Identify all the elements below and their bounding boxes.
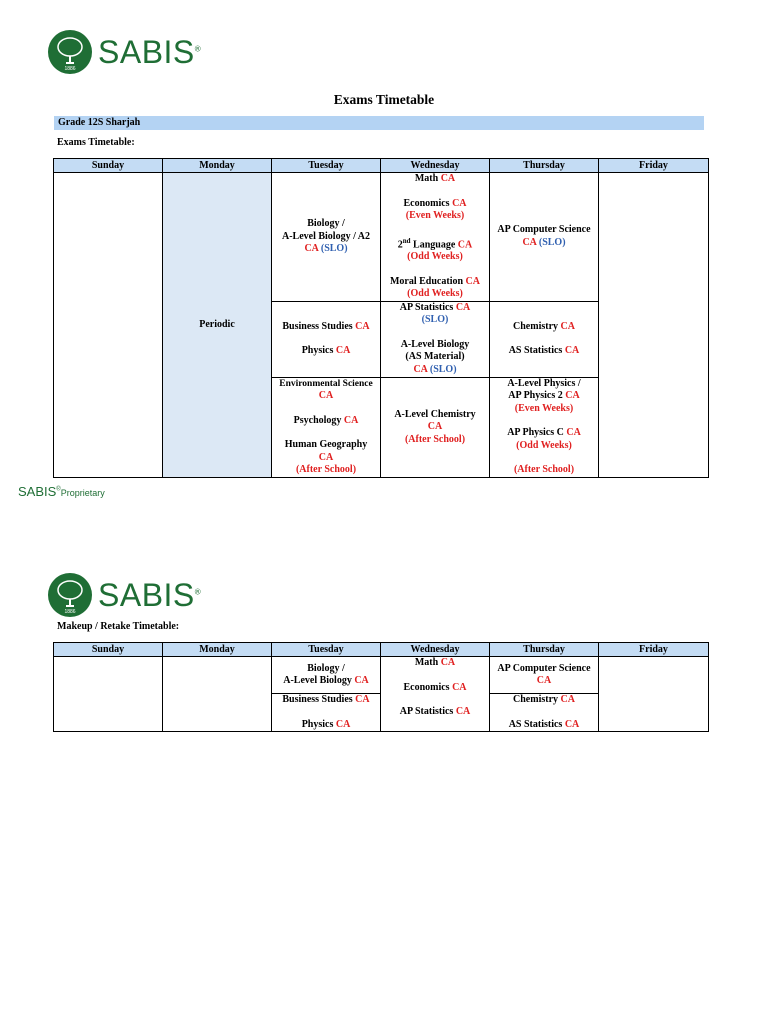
periodic-cell: Periodic: [163, 173, 272, 478]
sunday-cell: [54, 657, 163, 732]
exams-table: [53, 158, 709, 478]
exam-cell: Business Studies CA Physics CA: [272, 694, 381, 732]
exam-cell: Environmental Science CA Psychology CA Human Geography CA (After School): [272, 377, 381, 477]
exam-cell: AP Computer Science CA: [490, 657, 599, 694]
exam-cell: A-Level Chemistry CA (After School): [381, 377, 490, 477]
day-header: Sunday: [54, 159, 163, 173]
exam-cell: A-Level Physics / AP Physics 2 CA (Even Weeks) AP Physics C CA (Odd Weeks) (After School): [490, 377, 599, 477]
exam-cell: Chemistry CA AS Statistics CA: [490, 301, 599, 377]
day-header: Tuesday: [272, 159, 381, 173]
sabis-logo: [48, 573, 201, 617]
sunday-cell: [54, 173, 163, 478]
brand-name: SABIS®: [98, 576, 202, 613]
exam-cell: AP Statistics CA (SLO) A-Level Biology (AS Material) CA (SLO): [381, 301, 490, 377]
day-header: Wednesday: [381, 643, 490, 657]
svg-text:1886: 1886: [64, 609, 76, 615]
day-header: Tuesday: [272, 643, 381, 657]
exam-cell: Biology / A-Level Biology CA: [272, 657, 381, 694]
day-header: Thursday: [490, 643, 599, 657]
day-header: Friday: [599, 643, 709, 657]
exam-cell: Business Studies CA Physics CA: [272, 301, 381, 377]
exam-cell: Chemistry CA AS Statistics CA: [490, 694, 599, 732]
day-header: Wednesday: [381, 159, 490, 173]
exam-cell: Math CA Economics CA AP Statistics CA: [381, 657, 490, 732]
exam-cell: Math CA Economics CA (Even Weeks) 2nd Language CA (Odd Weeks) Moral Education CA (Odd Weeks): [381, 173, 490, 302]
grade-label: Grade 12S Sharjah: [54, 116, 704, 130]
exams-timetable-label: Exams Timetable:: [57, 137, 135, 148]
sabis-logo: [48, 30, 201, 74]
header-row: [54, 159, 709, 173]
monday-cell: [163, 657, 272, 732]
day-header: Monday: [163, 643, 272, 657]
brand-name: SABIS®: [98, 33, 202, 70]
day-header: Friday: [599, 159, 709, 173]
exam-cell: Biology / A-Level Biology / A2 CA (SLO): [272, 173, 381, 302]
proprietary-mark: SABIS®Proprietary: [18, 484, 105, 499]
day-header: Monday: [163, 159, 272, 173]
friday-cell: [599, 173, 709, 478]
day-header: Thursday: [490, 159, 599, 173]
svg-text:1886: 1886: [64, 66, 76, 72]
makeup-table: [53, 642, 709, 732]
page-title: Exams Timetable: [333, 92, 435, 107]
exam-cell: AP Computer Science CA (SLO): [490, 173, 599, 302]
tree-seal-icon: [48, 573, 92, 617]
table-row: [54, 173, 709, 302]
makeup-timetable-label: Makeup / Retake Timetable:: [57, 621, 180, 632]
day-header: Sunday: [54, 643, 163, 657]
header-row: [54, 643, 709, 657]
tree-seal-icon: [48, 30, 92, 74]
table-row: [54, 657, 709, 694]
friday-cell: [599, 657, 709, 732]
